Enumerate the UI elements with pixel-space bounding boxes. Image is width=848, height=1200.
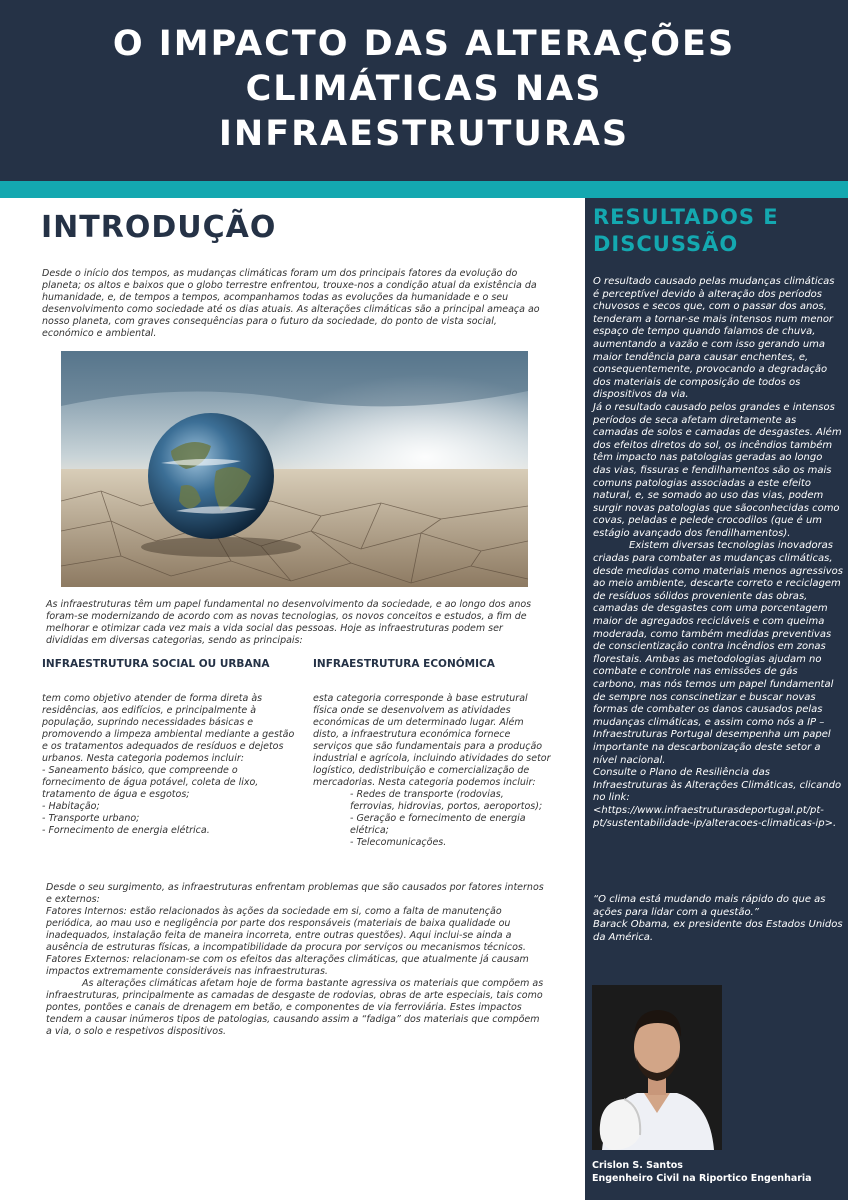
results-body [593,276,843,830]
quote-text: “O clima está mudando mais rápido do que as ações para lidar com a questão.” [593,894,826,918]
economic-item: - Geração e fornecimento de energia elétrica; [350,813,526,836]
quote-block [593,894,843,944]
results-title: RESULTADOS E DISCUSSÃO [593,205,779,256]
social-item: - Transporte urbano; [42,813,140,824]
problems-section [46,882,548,1038]
earth-desert-illustration [61,351,528,587]
problems-intro: Desde o seu surgimento, as infraestruturas enfrentam problemas que são causados por fatores internos e externos: [46,882,544,905]
economic-infrastructure-text [313,693,551,849]
intro-paragraph-2: As infraestruturas têm um papel fundamental no desenvolvimento da sociedade, e ao longo dos anos foram-se modernizando de acordo com as novas tecnologias, os novos conceitos e estudos, a fim de melhorar e otimizar cada vez mais a vida social das pessoas. Hoje as infraestruturas podem ser divididas em diversas categorias, sendo as principais: [46,599,532,646]
results-paragraph-3: Existem diversas tecnologias inovadoras criadas para combater as mudanças climáticas, desde medidas como materiais menos agressivos ao meio ambiente, descarte correto e reciclagem de resíduos sólidos proveniente das obras, camadas de desgastes com uma porcentagem maior de agregados recicláveis e com queima moderada, como também medidas preventivas de conscientização contra incêndios em zonas florestais. Ambas as metodologias ajudam no combate e controle nas emissões de gás carbono, mas nós temos um papel fundamental de sempre nos conscinetizar e buscar novas formas de combater os danos causados pelas mudanças climáticas, e assim como nós a IP – Infraestruturas Portugal desempenha um papel importante na descarbonização deste setor a nível nacional. [593,540,843,766]
economic-item: - Redes de transporte (rodovias, ferrovias, hidrovias, portos, aeroportos); [350,789,543,812]
author-name: Crislon S. Santos [592,1160,683,1171]
social-description: tem como objetivo atender de forma direta às residências, aos edifícios, e principalmente à população, suprindo necessidades básicas e promovendo a limpeza ambiental mediante a gestão e os tratamentos adequados de resíduos e dejetos urbanos. Nesta categoria podemos incluir: [42,693,295,764]
intro-title: INTRODUÇÃO [41,210,277,245]
social-item: - Habitação; [42,801,100,812]
intro-paragraph-1: Desde o início dos tempos, as mudanças climáticas foram um dos principais fatores da evolução do planeta; os altos e baixos que o globo terrestre enfrentou, trouxe-nos a condição atual da existência da humanidade, e, de tempos a tempos, acompanhamos todas as evoluções da humanidade e o seu desenvolvimento como sociedade até os dias atuais. As alterações climáticas são a principal ameaça ao nosso planeta, com graves consequências para o futuro da sociedade, do ponto de vista social, económico e ambiental. [42,268,540,339]
page-title-line-3: INFRAESTRUTURAS [218,114,630,154]
author-photo [592,985,722,1150]
internal-factors: Fatores Internos: estão relacionados às ações da sociedade em si, como a falta de manutenção periódica, ao mau uso e negligência por parte dos responsáveis (materiais de baixa qualidade ou inadequados, instalação feita de maneira incorreta, entre outras questões). Aqui inclui-se ainda a ausência de estruturas físicas, a incompatibilidade da procura por serviços ou mecanismos técnicos. [46,906,526,953]
resilience-plan-link[interactable]: <https://www.infraestruturasdeportugal.pt/pt-pt/sustentabilidade-ip/alteracoes-climaticas-ip>. [593,804,837,829]
results-sidebar [585,198,848,1200]
social-item: - Saneamento básico, que compreende o fornecimento de água potável, coleta de lixo, tratamento de água e esgotos; [42,765,259,800]
economic-item: - Telecomunicações. [350,837,447,848]
page-title [0,22,848,157]
social-item: - Fornecimento de energia elétrica. [42,825,210,836]
economic-description: esta categoria corresponde à base estrutural física onde se desenvolvem as atividades económicas de um determinado lugar. Além disto, a infraestrutura económica fornece serviços que são fundamentais para a produção industrial e agrícola, incluindo atividades do setor logístico, dedistribuição e comercialização de mercadorias. Nesta categoria podemos incluir: [313,693,551,788]
economic-infrastructure-heading: INFRAESTRUTURA ECONÓMICA [313,658,495,670]
intro-categories-paragraph [46,599,548,647]
results-paragraph-2: Já o resultado causado pelos grandes e intensos períodos de seca afetam diretamente as camadas de solos e camadas de desgastes. Além dos efeitos diretos do sol, os incêndios também têm impacto nas patologias geradas ao longo das vias, fissuras e fendilhamentos são os mais comuns patologias associadas a este efeito natural, e, se somado ao uso das vias, podem surgir novas patologias que sãoconhecidas como covas, peladas e pelede crocodilos (que é um estágio avançado dos fendilhamentos). [593,401,842,539]
intro-paragraph [42,268,547,340]
author-role: Engenheiro Civil na Riportico Engenharia [592,1172,812,1184]
author-portrait [592,985,722,1150]
page-header [0,0,848,181]
earth-desert-image [61,351,528,587]
accent-divider [0,181,848,198]
page-title-line-2: CLIMÁTICAS NAS [245,69,603,109]
results-paragraph-1: O resultado causado pelas mudanças climáticas é perceptível devido à alteração dos períodos chuvosos e secos que, com o passar dos anos, tenderam a tornar-se mais intensos num menor espaço de tempo quando falamos de chuva, aumentando a vazão e com isso gerando uma maior tendência para causar enchentes, e, consequentemente, provocando a degradação dos materiais de composição de todos os dispositivos da via. [593,276,835,401]
external-factors: Fatores Externos: relacionam-se com os efeitos das alterações climáticas, que atualmente já causam impactos extremamente consideráveis nas infraestruturas. [46,954,529,977]
page-title-line-1: O IMPACTO DAS ALTERAÇÕES [112,24,736,64]
climate-impacts: As alterações climáticas afetam hoje de forma bastante agressiva os materiais que compõem as infraestruturas, principalmente as camadas de desgaste de rodovias, obras de arte especiais, tais como pontes, pontões e canais de drenagem em betão, e componentes de via ferroviária. Estes impactos tendem a causar inúmeros tipos de patologias, causando assim a “fadiga” dos materiais que compõem a via, o solo e respetivos dispositivos. [46,978,544,1037]
social-infrastructure-heading: INFRAESTRUTURA SOCIAL OU URBANA [42,658,270,670]
social-infrastructure-text [42,693,297,837]
results-paragraph-4: Consulte o Plano de Resiliência das Infraestruturas às Alterações Climáticas, clicando no link: [593,767,842,804]
quote-author: Barack Obama, ex presidente dos Estados Unidos da América. [593,919,843,943]
author-credit [592,1160,812,1185]
